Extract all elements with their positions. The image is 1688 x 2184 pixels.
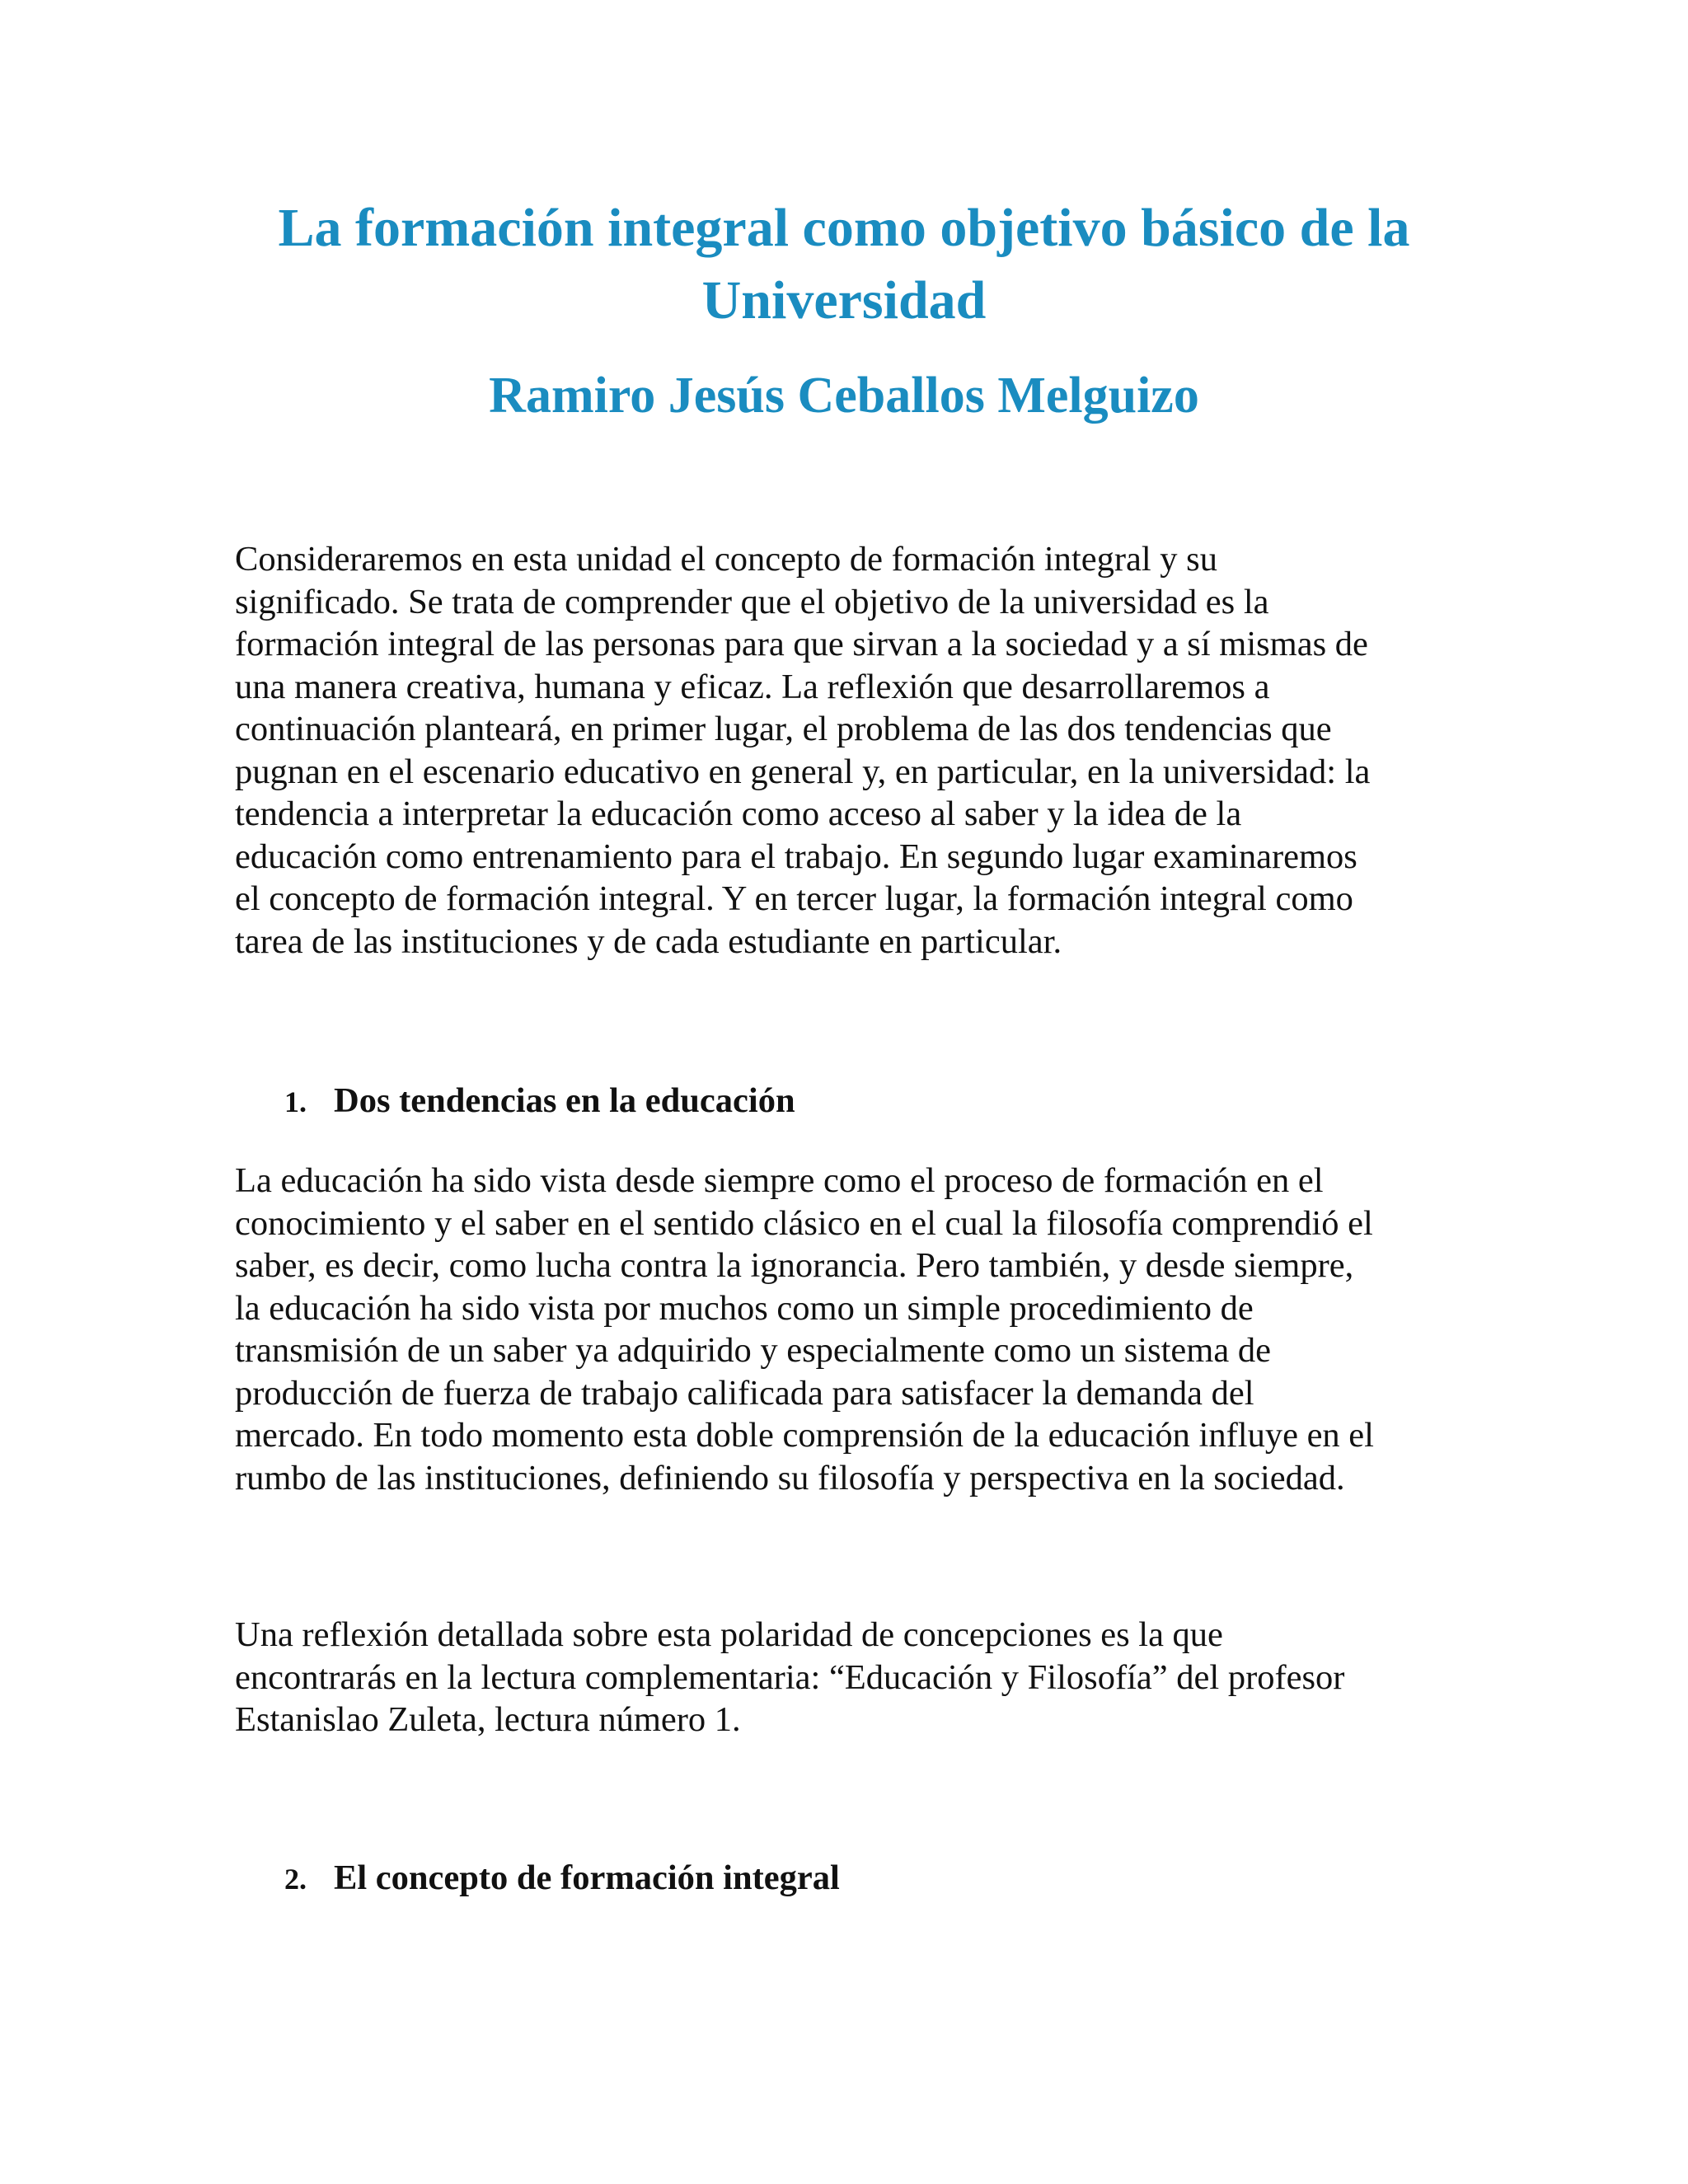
paragraph-line: significado. Se trata de comprender que el objetivo de la universidad es la (235, 582, 1269, 621)
document-title-line-2: Universidad (701, 270, 987, 330)
section-number: 2. (284, 1863, 307, 1896)
intro-paragraph (235, 538, 1488, 963)
paragraph-line: producción de fuerza de trabajo calificada para satisfacer la demanda del (235, 1373, 1254, 1413)
document-author: Ramiro Jesús Ceballos Melguizo (489, 368, 1199, 424)
paragraph-line: Estanislao Zuleta, lectura número 1. (235, 1700, 741, 1739)
paragraph-line: rumbo de las instituciones, definiendo su filosofía y perspectiva en la sociedad. (235, 1458, 1345, 1497)
paragraph-line: mercado. En todo momento esta doble comprensión de la educación influye en el (235, 1416, 1374, 1455)
paragraph-line: transmisión de un saber ya adquirido y especialmente como un sistema de (235, 1331, 1271, 1370)
paragraph-line: saber, es decir, como lucha contra la ignorancia. Pero también, y desde siempre, (235, 1246, 1354, 1285)
section-heading-2 (284, 1857, 840, 1900)
paragraph-line: tendencia a interpretar la educación como acceso al saber y la idea de la (235, 794, 1242, 833)
section-title: Dos tendencias en la educación (334, 1081, 795, 1120)
paragraph-line: Una reflexión detallada sobre esta polaridad de concepciones es la que (235, 1615, 1223, 1654)
section-title: El concepto de formación integral (334, 1858, 840, 1897)
paragraph-line: La educación ha sido vista desde siempre como el proceso de formación en el (235, 1161, 1324, 1200)
paragraph-line: el concepto de formación integral. Y en tercer lugar, la formación integral como (235, 879, 1353, 918)
paragraph-line: encontrarás en la lectura complementaria: “Educación y Filosofía” del profesor (235, 1657, 1345, 1697)
paragraph-line: tarea de las instituciones y de cada estudiante en particular. (235, 921, 1062, 961)
paragraph-line: conocimiento y el saber en el sentido clásico en el cual la filosofía comprendió el (235, 1203, 1373, 1243)
paragraph-line: pugnan en el escenario educativo en general y, en particular, en la universidad: la (235, 752, 1371, 791)
paragraph-line: Consideraremos en esta unidad el concepto de formación integral y su (235, 540, 1217, 579)
paragraph-line: educación como entrenamiento para el trabajo. En segundo lugar examinaremos (235, 837, 1357, 876)
section-number: 1. (284, 1085, 307, 1118)
section-heading-1 (284, 1080, 795, 1123)
paragraph-line: formación integral de las personas para que sirvan a la sociedad y a sí mismas de (235, 625, 1368, 663)
section-1-paragraph (235, 1160, 1488, 1499)
paragraph-line: continuación planteará, en primer lugar, el problema de las dos tendencias que (235, 710, 1332, 748)
paragraph-line: una manera creativa, humana y eficaz. La reflexión que desarrollaremos a (235, 667, 1270, 706)
document-title (0, 192, 1688, 337)
paragraph-line: la educación ha sido vista por muchos como un simple procedimiento de (235, 1288, 1254, 1328)
document-title-line-1: La formación integral como objetivo básico de la (278, 198, 1410, 258)
reading-paragraph (235, 1614, 1488, 1741)
